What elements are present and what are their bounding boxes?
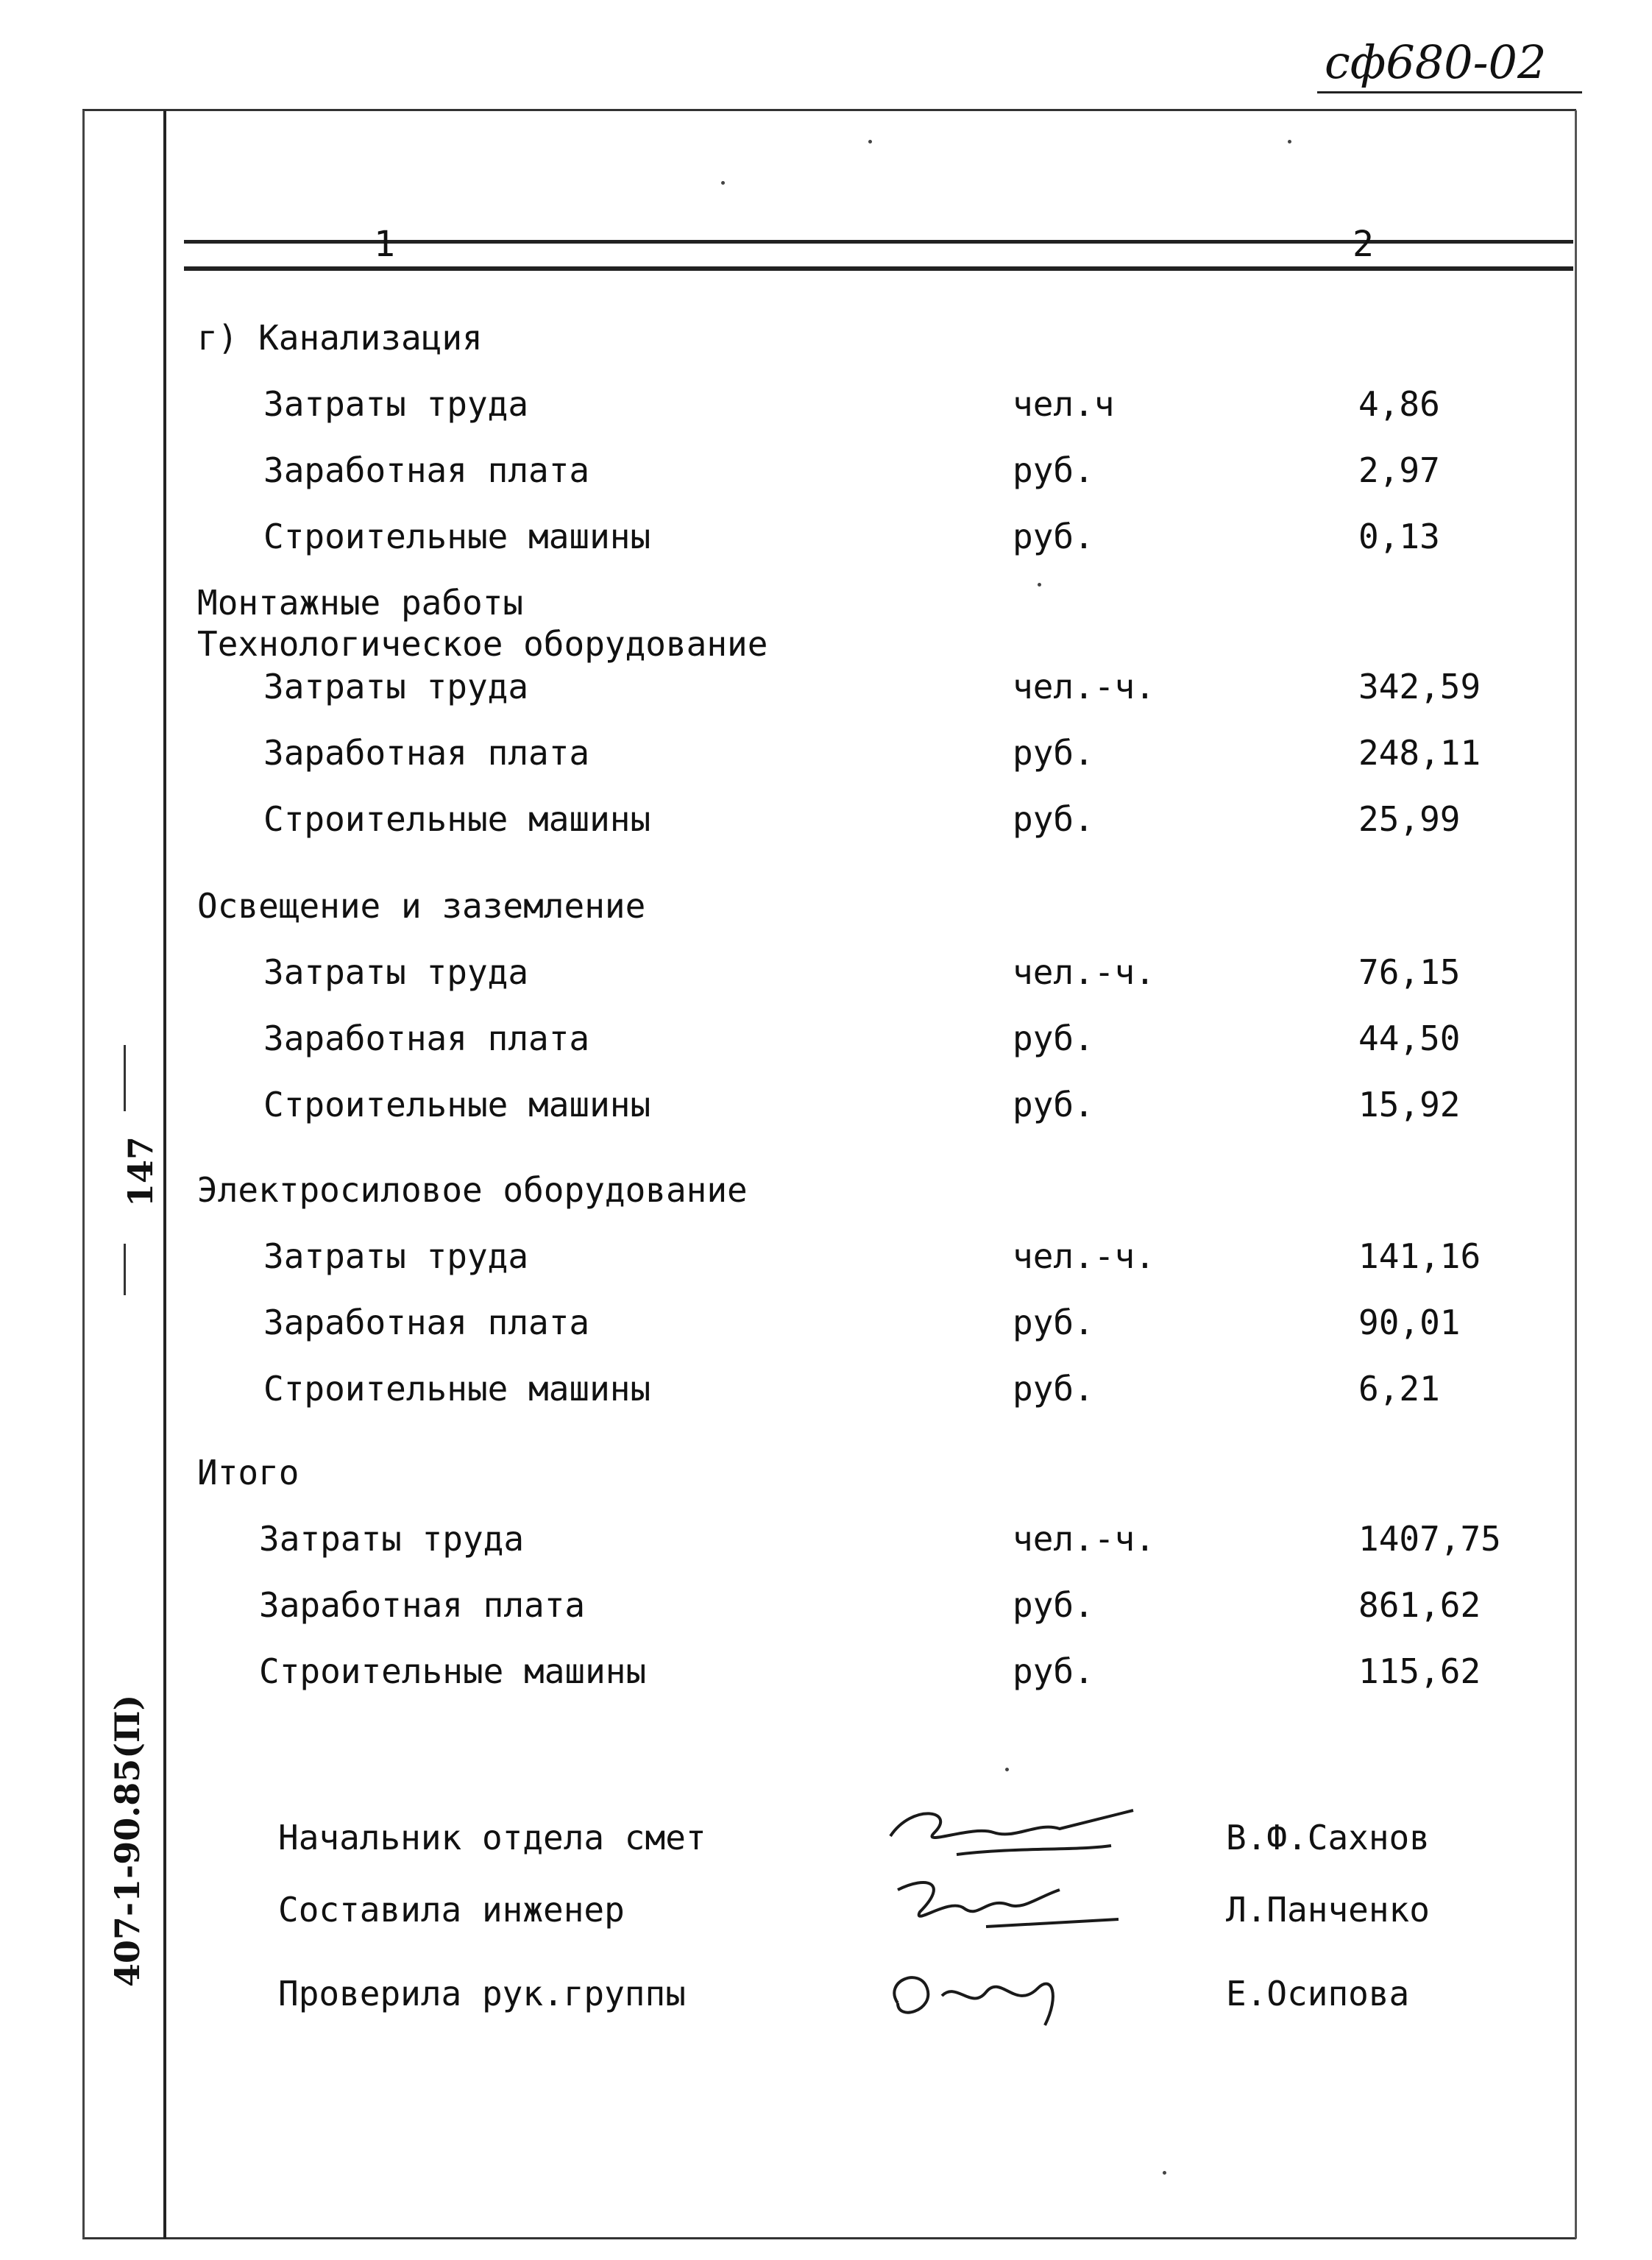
row-label: Строительные машины bbox=[263, 799, 651, 839]
row-label: Заработная плата bbox=[263, 1019, 590, 1058]
table-row bbox=[0, 1651, 1652, 1696]
table-row bbox=[0, 384, 1652, 428]
row-unit: руб. bbox=[1013, 517, 1094, 556]
row-value: 342,59 bbox=[1358, 667, 1481, 706]
table-row bbox=[0, 1085, 1652, 1129]
frame-top bbox=[82, 109, 1576, 111]
section-power-equipment bbox=[0, 1170, 1652, 1214]
table-row bbox=[0, 1519, 1652, 1563]
section-sewerage bbox=[0, 318, 1652, 362]
signatory-name: Л.Панченко bbox=[1226, 1890, 1430, 1930]
row-label: Затраты труда bbox=[259, 1519, 525, 1559]
row-value: 1407,75 bbox=[1358, 1519, 1501, 1559]
row-value: 2,97 bbox=[1358, 450, 1440, 490]
signatory-name: Е.Осипова bbox=[1226, 1974, 1410, 2013]
table-row bbox=[0, 799, 1652, 843]
table-row bbox=[0, 733, 1652, 777]
scan-speck bbox=[1163, 2171, 1166, 2175]
row-unit: чел.-ч. bbox=[1013, 667, 1155, 706]
row-label: Затраты труда bbox=[263, 1236, 529, 1276]
signatory-role: Составила инженер bbox=[278, 1890, 625, 1930]
column-number-2: 2 bbox=[1353, 224, 1374, 265]
row-label: Заработная плата bbox=[263, 1303, 590, 1342]
row-unit: руб. bbox=[1013, 1585, 1094, 1625]
table-row bbox=[0, 1236, 1652, 1280]
signatory-role: Начальник отдела смет bbox=[278, 1818, 706, 1857]
frame-bottom bbox=[82, 2237, 1576, 2239]
side-page-number: 147 bbox=[121, 1136, 160, 1207]
column-header-rule-bottom bbox=[184, 266, 1573, 271]
side-document-code: 407-1-90.85(П) bbox=[107, 1694, 147, 1987]
row-value: 0,13 bbox=[1358, 517, 1440, 556]
section-total bbox=[0, 1453, 1652, 1497]
row-label: Монтажные работы bbox=[197, 583, 524, 623]
scan-speck bbox=[868, 140, 872, 144]
table-row bbox=[0, 667, 1652, 711]
handwritten-signature-icon bbox=[868, 1868, 1148, 1949]
row-unit: руб. bbox=[1013, 1369, 1094, 1409]
row-value: 90,01 bbox=[1358, 1303, 1461, 1342]
row-unit: чел.ч bbox=[1013, 384, 1115, 424]
row-label: Затраты труда bbox=[263, 952, 529, 992]
section-lighting-grounding bbox=[0, 886, 1652, 930]
row-label: Заработная плата bbox=[263, 450, 590, 490]
row-value: 25,99 bbox=[1358, 799, 1461, 839]
row-value: 6,21 bbox=[1358, 1369, 1440, 1409]
row-unit: чел.-ч. bbox=[1013, 1519, 1155, 1559]
table-row bbox=[0, 1585, 1652, 1629]
row-unit: чел.-ч. bbox=[1013, 952, 1155, 992]
row-label: Строительные машины bbox=[259, 1651, 647, 1691]
signatory-name: В.Ф.Сахнов bbox=[1226, 1818, 1430, 1857]
row-value: 115,62 bbox=[1358, 1651, 1481, 1691]
row-unit: руб. bbox=[1013, 1651, 1094, 1691]
row-label: Освещение и заземление bbox=[197, 886, 646, 926]
table-row bbox=[0, 517, 1652, 561]
row-label: Строительные машины bbox=[263, 1085, 651, 1124]
row-label: Затраты труда bbox=[263, 667, 529, 706]
signature-row bbox=[0, 1974, 1652, 2025]
page-code: сф680-02 bbox=[1325, 35, 1547, 89]
signatory-role: Проверила рук.группы bbox=[278, 1974, 686, 2013]
section-installation bbox=[0, 583, 1652, 627]
table-row bbox=[0, 1019, 1652, 1063]
table-row bbox=[0, 1369, 1652, 1413]
signature-row bbox=[0, 1890, 1652, 1941]
row-unit: руб. bbox=[1013, 1085, 1094, 1124]
row-label: Итого bbox=[197, 1453, 299, 1492]
row-label: Электросиловое оборудование bbox=[197, 1170, 748, 1210]
row-label: г) Канализация bbox=[197, 318, 483, 358]
row-value: 4,86 bbox=[1358, 384, 1440, 424]
section-process-equipment bbox=[0, 624, 1652, 668]
row-unit: руб. bbox=[1013, 733, 1094, 773]
handwritten-signature-icon bbox=[868, 1952, 1148, 2040]
row-unit: руб. bbox=[1013, 450, 1094, 490]
row-value: 76,15 bbox=[1358, 952, 1461, 992]
signature-row bbox=[0, 1818, 1652, 1869]
table-row bbox=[0, 1303, 1652, 1347]
row-unit: чел.-ч. bbox=[1013, 1236, 1155, 1276]
column-number-1: 1 bbox=[374, 224, 395, 265]
row-value: 44,50 bbox=[1358, 1019, 1461, 1058]
row-value: 248,11 bbox=[1358, 733, 1481, 773]
row-label: Затраты труда bbox=[263, 384, 529, 424]
row-value: 15,92 bbox=[1358, 1085, 1461, 1124]
row-label: Строительные машины bbox=[263, 1369, 651, 1409]
scan-speck bbox=[721, 181, 725, 185]
row-label: Заработная плата bbox=[259, 1585, 586, 1625]
row-label: Технологическое оборудование bbox=[197, 624, 768, 664]
scan-speck bbox=[1288, 140, 1291, 144]
row-label: Заработная плата bbox=[263, 733, 590, 773]
handwritten-signature-icon bbox=[868, 1796, 1148, 1877]
row-unit: руб. bbox=[1013, 799, 1094, 839]
table-row bbox=[0, 450, 1652, 495]
row-label: Строительные машины bbox=[263, 517, 651, 556]
scan-speck bbox=[1005, 1768, 1009, 1771]
row-unit: руб. bbox=[1013, 1303, 1094, 1342]
table-row bbox=[0, 952, 1652, 996]
scan-speck bbox=[1038, 583, 1041, 587]
page-code-underline bbox=[1317, 91, 1582, 93]
row-value: 141,16 bbox=[1358, 1236, 1481, 1276]
row-value: 861,62 bbox=[1358, 1585, 1481, 1625]
row-unit: руб. bbox=[1013, 1019, 1094, 1058]
